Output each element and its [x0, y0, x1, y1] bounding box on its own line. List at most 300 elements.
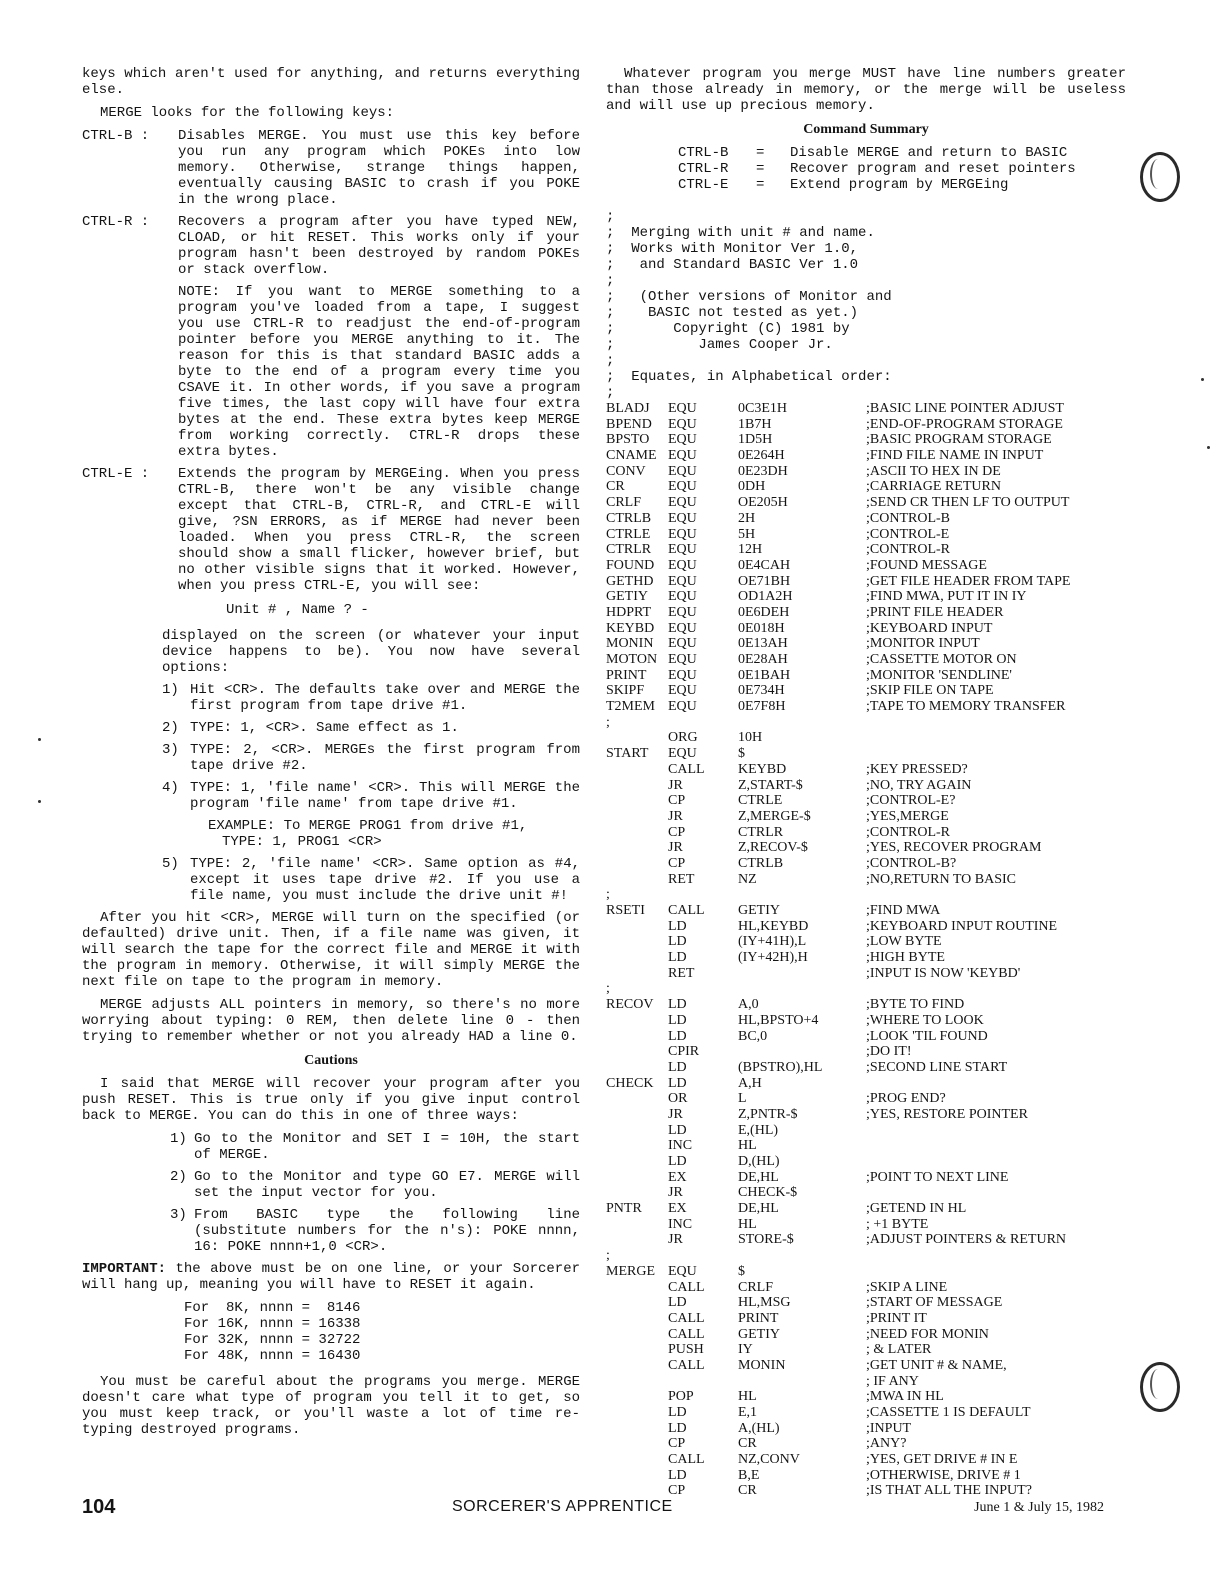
- label-cell: [606, 1029, 668, 1045]
- operand-cell: OD1A2H: [738, 589, 793, 605]
- operand-cell: OE205H: [738, 495, 788, 511]
- label-cell: ;: [606, 1248, 610, 1264]
- operand-cell: 5H: [738, 526, 756, 542]
- opcode-cell: EQU: [668, 699, 697, 715]
- opcode-cell: EQU: [668, 526, 697, 542]
- opcode-cell: EQU: [668, 1263, 697, 1279]
- opcode-cell: EQU: [668, 636, 697, 652]
- label-cell: [606, 1280, 668, 1296]
- opcode-cell: EQU: [668, 432, 697, 448]
- size-row: For 48K, nnnn = 16430: [184, 1348, 361, 1364]
- operand-cell: 0DH: [738, 479, 766, 495]
- operand-cell: DE,HL: [738, 1169, 779, 1185]
- operand-cell: PRINT: [738, 1310, 779, 1326]
- comment-cell: ;CARRIAGE RETURN: [866, 479, 1001, 495]
- comment-cell: ;START OF MESSAGE: [866, 1295, 1003, 1311]
- opcode-cell: EX: [668, 1201, 687, 1217]
- operand-cell: D,(HL): [738, 1154, 780, 1169]
- label-cell: [606, 934, 668, 950]
- comment-cell: ; +1 BYTE: [866, 1216, 929, 1232]
- operand-cell: 2H: [738, 510, 756, 526]
- operand-cell: NZ,CONV: [738, 1452, 800, 1468]
- listing-row: [606, 605, 1126, 621]
- label-cell: T2MEM: [606, 699, 655, 715]
- comment-cell: ;ANY?: [866, 1436, 907, 1452]
- opcode-cell: LD: [668, 1122, 687, 1138]
- operand-cell: HL,BPSTO+4: [738, 1012, 819, 1028]
- page-footer: [82, 1496, 1126, 1518]
- label-cell: [606, 1185, 668, 1201]
- label-cell: [606, 872, 668, 888]
- opcode-cell: EQU: [668, 495, 697, 511]
- listing-row: [606, 825, 1126, 841]
- operand-cell: 0E264H: [738, 448, 785, 464]
- comment-line: ;: [606, 353, 615, 369]
- operand-cell: A,H: [738, 1075, 762, 1091]
- label-cell: HDPRT: [606, 604, 652, 620]
- paragraph-adjusts-pointers: MERGE adjusts ALL pointers in memory, so there's no more worrying about typing: 0 REM, then delete line 0 - then trying to remember whether or not you already HAD a line 0.: [82, 997, 580, 1045]
- opcode-cell: EQU: [668, 746, 697, 762]
- option-item: 4) TYPE: 1, 'file name' <CR>. This will MERGE the program 'file name' from tape drive #1.: [162, 780, 580, 812]
- label-cell: [606, 1311, 668, 1327]
- comment-cell: ;BASIC LINE POINTER ADJUST: [866, 401, 1064, 416]
- comment-cell: ;CASSETTE 1 IS DEFAULT: [866, 1405, 1031, 1420]
- opcode-cell: EQU: [668, 589, 697, 605]
- paragraph-merge-keys: MERGE looks for the following keys:: [100, 105, 395, 121]
- label-cell: BPEND: [606, 416, 652, 432]
- comment-cell: ;CONTROL-E?: [866, 793, 956, 809]
- operand-cell: [738, 715, 866, 731]
- source-comments: [606, 209, 1126, 401]
- key-label: CTRL-B :: [82, 128, 150, 144]
- label-cell: MONIN: [606, 636, 654, 652]
- key-ctrl-e: [82, 466, 580, 594]
- opcode-cell: LD: [668, 1467, 687, 1483]
- operand-cell: IY: [738, 1342, 753, 1358]
- label-cell: ;: [606, 714, 610, 730]
- key-description: Disables MERGE. You must use this key before you run any program which POKEs into low memory. Otherwise, strange things happen, eventually causing BASIC to crash if you POKE in the wrong place.: [178, 128, 580, 208]
- comment-cell: [866, 730, 1126, 746]
- opcode-cell: CALL: [668, 1326, 705, 1342]
- paragraph-keys-intro: keys which aren't used for anything, and returns everything else.: [82, 66, 580, 98]
- comment-line: ;: [606, 385, 615, 401]
- size-row: For 8K, nnnn = 8146: [184, 1300, 361, 1316]
- listing-row: [606, 589, 1126, 605]
- label-cell: KEYBD: [606, 620, 655, 636]
- listing-row: [606, 1091, 1126, 1107]
- opcode-cell: EQU: [668, 448, 697, 464]
- opcode-cell: EQU: [668, 683, 697, 699]
- comment-line: ; James Cooper Jr.: [606, 337, 833, 353]
- label-cell: MOTON: [606, 652, 658, 667]
- important-paragraph: [82, 1261, 580, 1293]
- comment-cell: ;CASSETTE MOTOR ON: [866, 652, 1017, 667]
- options-list: [162, 682, 580, 812]
- option-item: 2) TYPE: 1, <CR>. Same effect as 1.: [162, 720, 459, 736]
- label-cell: [606, 1436, 668, 1452]
- unit-name-prompt: Unit # , Name ? -: [226, 602, 369, 618]
- label-cell: ;: [606, 887, 610, 903]
- listing-row: [606, 1232, 1126, 1248]
- comment-line: ; Works with Monitor Ver 1.0,: [606, 241, 859, 257]
- comment-cell: ;ADJUST POINTERS & RETURN: [866, 1232, 1067, 1248]
- label-cell: [606, 1044, 668, 1060]
- label-cell: BLADJ: [606, 401, 650, 416]
- operand-cell: HL: [738, 1216, 757, 1232]
- label-cell: PNTR: [606, 1201, 642, 1217]
- operand-cell: Z,MERGE-$: [738, 808, 811, 824]
- comment-cell: ;INPUT: [866, 1420, 912, 1436]
- comment-cell: ;YES, GET DRIVE # IN E: [866, 1452, 1018, 1468]
- opcode-cell: CPIR: [668, 1044, 700, 1060]
- key-label: CTRL-E :: [82, 466, 150, 482]
- listing-row: [606, 527, 1126, 543]
- speck: [1201, 378, 1204, 381]
- comment-cell: ;SECOND LINE START: [866, 1059, 1008, 1075]
- listing-row: [606, 542, 1126, 558]
- opcode-cell: INC: [668, 1216, 693, 1232]
- way-item: 2) Go to the Monitor and type GO E7. MERGE will set the input vector for you.: [170, 1169, 580, 1201]
- size-row: For 16K, nnnn = 16338: [184, 1316, 361, 1332]
- listing-row: [606, 448, 1126, 464]
- opcode-cell: RET: [668, 965, 695, 981]
- label-cell: [606, 950, 668, 966]
- comment-line: ; BASIC not tested as yet.): [606, 305, 859, 321]
- opcode-cell: PUSH: [668, 1342, 704, 1358]
- opcode-cell: LD: [668, 918, 687, 934]
- note-paragraph: NOTE: If you want to MERGE something to a program you've loaded from a tape, I suggest you use CTRL-R to readjust the end-of-program pointer before you MERGE anything to it. The reason for this is that standard BASIC adds a byte to the end of a program every time you CSAVE it. In other words, if you save a program five times, the last copy will have four extra bytes at the end. These extra bytes keep MERGE from working correctly. CTRL-R drops these extra bytes.: [178, 284, 580, 460]
- comment-cell: ;YES,MERGE: [866, 808, 949, 824]
- comment-line: ;: [606, 273, 615, 289]
- comment-cell: ;INPUT IS NOW 'KEYBD': [866, 965, 1021, 981]
- operand-cell: 10H: [738, 730, 763, 746]
- punch-hole-icon: [1140, 152, 1180, 202]
- opcode-cell: LD: [668, 934, 687, 950]
- opcode-cell: [668, 1374, 738, 1390]
- label-cell: [606, 762, 668, 778]
- operand-cell: 0E7F8H: [738, 699, 786, 715]
- operand-cell: 0E018H: [738, 620, 785, 636]
- listing-row: [606, 1264, 1126, 1280]
- opcode-cell: LD: [668, 1075, 687, 1091]
- option-item: 3) TYPE: 2, <CR>. MERGEs the first program from tape drive #2.: [162, 742, 580, 774]
- opcode-cell: [668, 1248, 738, 1264]
- label-cell: [606, 1452, 668, 1468]
- label-cell: PRINT: [606, 667, 647, 683]
- listing-row: [606, 1374, 1126, 1390]
- operand-cell: [738, 1044, 866, 1060]
- label-cell: [606, 730, 668, 746]
- operand-cell: CR: [738, 1436, 757, 1452]
- operand-cell: 12H: [738, 542, 763, 558]
- summary-row: CTRL-R = Recover program and reset pointers: [678, 161, 1076, 177]
- label-cell: [606, 840, 668, 856]
- operand-cell: A,(HL): [738, 1420, 780, 1436]
- important-label: IMPORTANT:: [82, 1261, 167, 1277]
- comment-cell: [866, 1185, 1126, 1201]
- assembly-listing: [606, 401, 1126, 1499]
- operand-cell: CTRLR: [738, 824, 784, 840]
- listing-row: [606, 652, 1126, 668]
- listing-row: [606, 683, 1126, 699]
- opcode-cell: LD: [668, 1295, 687, 1311]
- comment-line: ; Merging with unit # and name.: [606, 225, 875, 241]
- key-label: CTRL-R :: [82, 214, 150, 230]
- opcode-cell: [668, 887, 738, 903]
- label-cell: CR: [606, 479, 625, 495]
- comment-cell: ;FIND FILE NAME IN INPUT: [866, 448, 1044, 464]
- operand-cell: 0E28AH: [738, 652, 788, 667]
- comment-cell: ;CONTROL-R: [866, 542, 950, 558]
- operand-cell: (IY+42H),H: [738, 950, 808, 966]
- listing-row: [606, 997, 1126, 1013]
- listing-row: [606, 981, 1126, 997]
- comment-cell: ;CONTROL-R: [866, 824, 950, 840]
- comment-cell: ;FIND MWA, PUT IT IN IY: [866, 589, 1027, 605]
- operand-cell: 0C3E1H: [738, 401, 787, 416]
- operand-cell: HL,KEYBD: [738, 918, 809, 934]
- opcode-cell: CALL: [668, 1357, 705, 1373]
- listing-row: [606, 762, 1126, 778]
- comment-cell: ;ASCII TO HEX IN DE: [866, 463, 1001, 479]
- opcode-cell: LD: [668, 1012, 687, 1028]
- operand-cell: CRLF: [738, 1279, 774, 1295]
- key-description: Extends the program by MERGEing. When you press CTRL-B, there won't be any visible change except that CTRL-B, CTRL-R, and CTRL-E will give, ?SN ERRORS, as if MERGE had never been loaded. When you press CTRL-R, the screen should show a small flicker, however brief, but no other visible signs that it worked. However, when you press CTRL-E, you will see:: [178, 466, 580, 594]
- listing-row: [606, 1452, 1126, 1468]
- operand-cell: CTRLE: [738, 793, 783, 809]
- paragraph-after-cr: After you hit <CR>, MERGE will turn on the specified (or defaulted) drive unit. Then, if a file name was given, it will search the tape for the correct file and MERGE it with the program in memory. Otherwise, it will simply MERGE the next file on tape to the program in memory.: [82, 910, 580, 990]
- comment-cell: ;NO,RETURN TO BASIC: [866, 871, 1017, 887]
- paragraph-recover: I said that MERGE will recover your program after you push RESET. This is true only if you give input control back to MERGE. You can do this in one of three ways:: [82, 1076, 580, 1124]
- listing-row: [606, 1138, 1126, 1154]
- comment-cell: ;PROG END?: [866, 1091, 946, 1107]
- listing-row: [606, 919, 1126, 935]
- label-cell: CTRLB: [606, 510, 652, 526]
- label-cell: [606, 966, 668, 982]
- listing-row: [606, 1405, 1126, 1421]
- label-cell: CTRLE: [606, 526, 651, 542]
- opcode-cell: RET: [668, 871, 695, 887]
- label-cell: [606, 1107, 668, 1123]
- opcode-cell: EQU: [668, 604, 697, 620]
- paragraph-careful: You must be careful about the programs you merge. MERGE doesn't care what type of program you tell it to get, so you must keep track, or you'll waste a lot of time re-typing destroyed programs.: [82, 1374, 580, 1438]
- listing-row: [606, 1295, 1126, 1311]
- operand-cell: [738, 887, 866, 903]
- opcode-cell: CALL: [668, 1279, 705, 1295]
- listing-row: [606, 636, 1126, 652]
- label-cell: [606, 1389, 668, 1405]
- comment-cell: ;HIGH BYTE: [866, 950, 945, 966]
- label-cell: [606, 825, 668, 841]
- operand-cell: 1B7H: [738, 416, 772, 432]
- label-cell: [606, 1170, 668, 1186]
- listing-row: [606, 1389, 1126, 1405]
- important-text: the above must be on one line, or your Sorcerer will hang up, meaning you will have to RESET it again.: [82, 1261, 580, 1293]
- listing-row: [606, 401, 1126, 417]
- opcode-cell: EQU: [668, 416, 697, 432]
- comment-cell: ;DO IT!: [866, 1044, 912, 1060]
- page-number: 104: [82, 1496, 116, 1518]
- operand-cell: Z,START-$: [738, 777, 803, 793]
- comment-cell: ;MONITOR INPUT: [866, 636, 980, 652]
- label-cell: BPSTO: [606, 432, 650, 448]
- listing-row: [606, 1029, 1126, 1045]
- comment-cell: ;POINT TO NEXT LINE: [866, 1169, 1009, 1185]
- opcode-cell: CP: [668, 1483, 686, 1499]
- opcode-cell: OR: [668, 1091, 688, 1107]
- comment-cell: ;BASIC PROGRAM STORAGE: [866, 432, 1052, 448]
- comment-cell: ;PRINT FILE HEADER: [866, 604, 1004, 620]
- ways-list: [170, 1131, 580, 1255]
- speck: [38, 738, 41, 741]
- listing-row: [606, 621, 1126, 637]
- size-row: For 32K, nnnn = 32722: [184, 1332, 361, 1348]
- listing-row: [606, 950, 1126, 966]
- command-summary-heading: Command Summary: [803, 122, 929, 137]
- left-column: [82, 66, 580, 1445]
- comment-cell: ;GET UNIT # & NAME,: [866, 1357, 1007, 1373]
- comment-cell: ; & LATER: [866, 1342, 932, 1358]
- comment-cell: [866, 981, 1126, 997]
- comment-cell: ;CONTROL-B?: [866, 855, 957, 871]
- comment-cell: ;PRINT IT: [866, 1310, 927, 1326]
- comment-line: ;: [606, 209, 615, 225]
- label-cell: [606, 1060, 668, 1076]
- opcode-cell: EQU: [668, 510, 697, 526]
- listing-row: [606, 1185, 1126, 1201]
- label-cell: [606, 1358, 668, 1374]
- operand-cell: $: [738, 1263, 745, 1279]
- operand-cell: STORE-$: [738, 1232, 794, 1248]
- comment-line: ; Equates, in Alphabetical order:: [606, 369, 892, 385]
- comment-cell: ;YES, RECOVER PROGRAM: [866, 840, 1042, 856]
- opcode-cell: POP: [668, 1389, 694, 1405]
- opcode-cell: JR: [668, 1185, 683, 1201]
- comment-cell: ;TAPE TO MEMORY TRANSFER: [866, 699, 1066, 715]
- command-summary-table: [678, 145, 1126, 193]
- opcode-cell: JR: [668, 777, 683, 793]
- label-cell: [606, 919, 668, 935]
- listing-row: [606, 746, 1126, 762]
- label-cell: [606, 1232, 668, 1248]
- listing-row: [606, 1217, 1126, 1233]
- listing-row: [606, 1327, 1126, 1343]
- opcode-cell: LD: [668, 997, 687, 1013]
- punch-hole-icon: [1140, 1362, 1180, 1412]
- operand-cell: (IY+41H),L: [738, 934, 807, 950]
- comment-line: ; (Other versions of Monitor and: [606, 289, 892, 305]
- comment-cell: ;CONTROL-E: [866, 526, 950, 542]
- listing-row: [606, 1248, 1126, 1264]
- operand-cell: GETIY: [738, 1326, 780, 1342]
- paragraph-line-numbers: Whatever program you merge MUST have line numbers greater than those already in memory, or the merge will be useless and will use up precious memory.: [606, 66, 1126, 114]
- option-item: 5) TYPE: 2, 'file name' <CR>. Same option as #4, except it uses tape drive #2. If you use a file name, you must include the drive unit #!: [162, 856, 580, 904]
- operand-cell: MONIN: [738, 1357, 786, 1373]
- listing-row: [606, 1013, 1126, 1029]
- opcode-cell: CALL: [668, 903, 705, 918]
- paragraph-options-intro: displayed on the screen (or whatever your input device happens to be). You now have several options:: [162, 628, 580, 676]
- listing-row: [606, 558, 1126, 574]
- opcode-cell: CP: [668, 793, 686, 809]
- operand-cell: 0E13AH: [738, 636, 788, 652]
- opcode-cell: EQU: [668, 542, 697, 558]
- example-line: EXAMPLE: To MERGE PROG1 from drive #1,: [208, 818, 528, 834]
- listing-row: [606, 574, 1126, 590]
- operand-cell: HL: [738, 1389, 757, 1405]
- label-cell: [606, 1468, 668, 1484]
- opcode-cell: LD: [668, 1059, 687, 1075]
- listing-row: [606, 1076, 1126, 1092]
- operand-cell: 0E6DEH: [738, 604, 790, 620]
- operand-cell: KEYBD: [738, 761, 787, 777]
- operand-cell: 0E1BAH: [738, 667, 791, 683]
- label-cell: CNAME: [606, 448, 657, 464]
- opcode-cell: LD: [668, 1028, 687, 1044]
- comment-cell: ;END-OF-PROGRAM STORAGE: [866, 416, 1063, 432]
- listing-row: [606, 730, 1126, 746]
- operand-cell: [738, 981, 866, 997]
- summary-row: CTRL-E = Extend program by MERGEing: [678, 177, 1009, 193]
- listing-row: [606, 1280, 1126, 1296]
- example-line: TYPE: 1, PROG1 <CR>: [222, 834, 382, 850]
- comment-cell: ;WHERE TO LOOK: [866, 1012, 984, 1028]
- summary-row: CTRL-B = Disable MERGE and return to BASIC: [678, 145, 1068, 161]
- listing-row: [606, 872, 1126, 888]
- label-cell: [606, 1342, 668, 1358]
- opcode-cell: EQU: [668, 479, 697, 495]
- opcode-cell: EQU: [668, 652, 697, 667]
- listing-row: [606, 793, 1126, 809]
- opcode-cell: JR: [668, 808, 683, 824]
- listing-row: [606, 668, 1126, 684]
- operand-cell: BC,0: [738, 1028, 768, 1044]
- comment-cell: ;MONITOR 'SENDLINE': [866, 667, 1012, 683]
- operand-cell: 1D5H: [738, 432, 773, 448]
- listing-row: [606, 966, 1126, 982]
- comment-cell: [866, 1248, 1126, 1264]
- issue-date: June 1 & July 15, 1982: [974, 1500, 1104, 1515]
- label-cell: [606, 1154, 668, 1170]
- label-cell: [606, 809, 668, 825]
- operand-cell: GETIY: [738, 903, 780, 918]
- opcode-cell: EQU: [668, 573, 697, 589]
- listing-row: [606, 1044, 1126, 1060]
- opcode-cell: CALL: [668, 1452, 705, 1468]
- opcode-cell: EQU: [668, 463, 697, 479]
- comment-cell: ;SKIP FILE ON TAPE: [866, 683, 994, 699]
- operand-cell: CTRLB: [738, 855, 784, 871]
- label-cell: ;: [606, 981, 610, 997]
- label-cell: RSETI: [606, 903, 645, 918]
- operand-cell: OE71BH: [738, 573, 791, 589]
- way-item: 1) Go to the Monitor and SET I = 10H, the start of MERGE.: [170, 1131, 580, 1163]
- comment-cell: ;FOUND MESSAGE: [866, 557, 987, 573]
- option-item: 1) Hit <CR>. The defaults take over and MERGE the first program from tape drive #1.: [162, 682, 580, 714]
- opcode-cell: EQU: [668, 667, 697, 683]
- operand-cell: [738, 966, 866, 982]
- listing-row: [606, 417, 1126, 433]
- listing-row: [606, 699, 1126, 715]
- comment-cell: [866, 1264, 1126, 1280]
- memory-size-table: [184, 1300, 580, 1364]
- operand-cell: HL,MSG: [738, 1295, 791, 1311]
- operand-cell: 0E23DH: [738, 463, 788, 479]
- operand-cell: HL: [738, 1138, 757, 1154]
- comment-cell: ;LOW BYTE: [866, 934, 942, 950]
- listing-row: [606, 715, 1126, 731]
- speck: [1207, 446, 1210, 449]
- comment-cell: [866, 1123, 1126, 1139]
